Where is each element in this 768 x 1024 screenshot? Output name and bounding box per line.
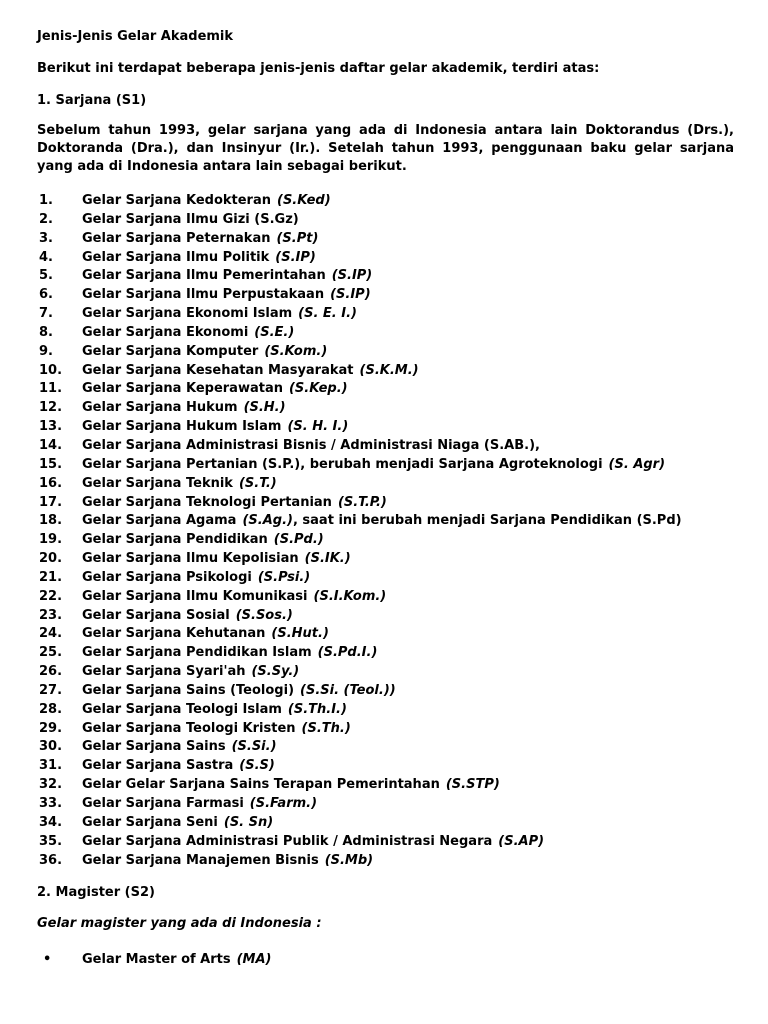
list-item-number: 6. <box>39 287 53 303</box>
list-item-text: Gelar Sarjana Ilmu Gizi (S.Gz) <box>82 211 299 227</box>
section-paragraph-sarjana: Sebelum tahun 1993, gelar sarjana yang ada di Indonesia antara lain Doktorandus (Drs.), Doktoranda (Dra.), dan Insinyur (Ir.). Setelah tahun 1993, penggunaan baku gelar sarjana yang ada di Indonesia antara lain sebagai berikut. <box>37 123 734 174</box>
list-item-abbreviation: (S.Hut.) <box>271 626 329 642</box>
list-item-abbreviation: (S.Psi.) <box>257 569 311 585</box>
list-item-abbreviation: (S.IP) <box>330 287 371 303</box>
list-item-abbreviation: (S.Th.) <box>301 720 351 736</box>
list-item <box>37 324 734 343</box>
list-item-number: 12. <box>39 400 63 416</box>
list-item-tail: , saat ini berubah menjadi Sarjana Pendidikan (S.Pd) <box>292 513 682 529</box>
list-item <box>37 437 734 456</box>
list-item <box>37 757 734 776</box>
list-item-text: Gelar Sarjana Teologi Kristen <box>82 720 296 736</box>
list-item-text: Gelar Sarjana Sains <box>82 739 226 755</box>
list-item <box>37 776 734 795</box>
list-item <box>37 475 734 494</box>
list-item-abbreviation: (S.Farm.) <box>249 796 318 811</box>
list-item-text: Gelar Sarjana Administrasi Bisnis / Administrasi Niaga (S.AB.), <box>82 437 540 453</box>
list-item-text: Gelar Sarjana Ekonomi <box>82 324 249 340</box>
list-item-abbreviation: (S.AP) <box>498 833 545 849</box>
list-item-text: Gelar Sarjana Seni <box>82 814 218 830</box>
list-item <box>37 211 734 230</box>
list-item-text: Gelar Sarjana Keperawatan <box>82 381 283 397</box>
list-item <box>37 380 734 399</box>
list-item-abbreviation: (S.Kom.) <box>264 343 328 359</box>
list-item-abbreviation: (S.Sos.) <box>235 607 293 623</box>
list-item-text: Gelar Sarjana Ilmu Pemerintahan <box>82 268 326 284</box>
list-item-abbreviation: (S.IP) <box>331 268 373 284</box>
list-item-abbreviation: (S. H. I.) <box>287 419 349 435</box>
list-item-number: 20. <box>39 551 63 567</box>
list-item-text: Gelar Sarjana Manajemen Bisnis <box>82 852 319 868</box>
bullet-dot-icon: • <box>43 952 52 968</box>
list-item-abbreviation: (S. Sn) <box>223 814 274 830</box>
list-item <box>37 494 734 513</box>
list-item-abbreviation: (S.Pd.I.) <box>317 645 378 661</box>
list-item-abbreviation: (S.I.Kom.) <box>313 588 387 604</box>
list-item-number: 8. <box>39 324 53 340</box>
list-item-text: Gelar Gelar Sarjana Sains Terapan Pemerintahan <box>82 777 440 793</box>
list-item-text: Gelar Sarjana Ilmu Politik <box>82 249 270 265</box>
list-item-text: Gelar Sarjana Sains (Teologi) <box>82 682 295 698</box>
list-item-number: 31. <box>39 758 63 774</box>
list-item-abbreviation: (S.Pd.) <box>273 532 324 548</box>
list-item-number: 32. <box>39 777 63 793</box>
list-item-text: Gelar Sarjana Psikologi <box>82 569 252 585</box>
list-item-text: Gelar Sarjana Hukum Islam <box>82 419 282 435</box>
section-subheading-magister: Gelar magister yang ada di Indonesia : <box>37 916 322 932</box>
list-item-text: Gelar Sarjana Hukum <box>82 400 238 416</box>
list-item <box>37 512 734 531</box>
list-item <box>37 701 734 720</box>
list-item-number: 34. <box>39 814 63 830</box>
list-item-abbreviation: (S.Si.) <box>231 739 277 755</box>
list-item-text: Gelar Sarjana Syari'ah <box>82 664 246 680</box>
list-item-number: 7. <box>39 306 53 322</box>
list-item-number: 25. <box>39 645 63 661</box>
list-item-abbreviation: (S.H.) <box>243 400 286 416</box>
list-item-number: 5. <box>39 268 53 284</box>
list-item-number: 10. <box>39 362 63 378</box>
list-item-abbreviation: (S.Ag.) <box>242 513 293 529</box>
list-item-abbreviation: (S.T.P.) <box>337 494 387 510</box>
list-item-text: Gelar Sarjana Kesehatan Masyarakat <box>82 362 354 378</box>
list-item-abbreviation: (S. Agr) <box>608 456 666 472</box>
list-item <box>37 607 734 626</box>
list-item-abbreviation: (S.E.) <box>254 324 295 340</box>
list-item <box>37 399 734 418</box>
list-item-text: Gelar Sarjana Ilmu Komunikasi <box>82 588 308 604</box>
list-item-abbreviation: (S.T.) <box>238 475 277 491</box>
list-item <box>37 814 734 833</box>
list-item-text: Gelar Sarjana Ekonomi Islam <box>82 306 293 322</box>
list-item-number: 29. <box>39 720 63 736</box>
list-item-text: Gelar Sarjana Sosial <box>82 607 230 623</box>
list-item-number: 28. <box>39 701 63 717</box>
list-item <box>37 418 734 437</box>
list-item <box>37 625 734 644</box>
list-item <box>37 738 734 757</box>
list-item-number: 24. <box>39 626 63 642</box>
list-item <box>37 286 734 305</box>
list-item-text: Gelar Sarjana Pendidikan <box>82 532 268 548</box>
list-item-number: 15. <box>39 456 63 472</box>
list-item-number: 3. <box>39 230 53 246</box>
list-item-text: Gelar Sarjana Agama <box>82 513 237 529</box>
list-item-number: 17. <box>39 494 63 510</box>
list-item-abbreviation: (S.K.M.) <box>359 362 419 378</box>
list-item-abbreviation: (S.Sy.) <box>251 664 300 680</box>
list-item <box>37 663 734 682</box>
list-item <box>37 267 734 286</box>
list-item-abbreviation: (S.Th.I.) <box>287 701 347 717</box>
list-item-number: 36. <box>39 852 63 868</box>
section-heading-magister: 2. Magister (S2) <box>37 885 155 901</box>
list-item-text: Gelar Sarjana Ilmu Kepolisian <box>82 551 299 567</box>
list-item-number: 9. <box>39 343 53 359</box>
list-item-abbreviation: (S.Mb) <box>324 852 374 868</box>
list-item-abbreviation: (S.IP) <box>275 249 316 265</box>
list-item <box>37 362 734 381</box>
list-item-number: 2. <box>39 211 53 227</box>
list-item-text: Gelar Sarjana Administrasi Publik / Administrasi Negara <box>82 833 493 849</box>
list-item <box>37 249 734 268</box>
list-item-number: 1. <box>39 193 53 208</box>
list-item <box>37 343 734 362</box>
intro-text: Berikut ini terdapat beberapa jenis-jenis daftar gelar akademik, terdiri atas: <box>37 61 600 76</box>
list-item <box>37 531 734 550</box>
bullet-item-abbreviation: (MA) <box>236 952 272 968</box>
list-item-number: 27. <box>39 682 63 698</box>
list-item-number: 4. <box>39 249 53 265</box>
sarjana-degree-list <box>37 192 734 870</box>
list-item-text: Gelar Sarjana Kedokteran <box>82 193 271 208</box>
list-item-number: 13. <box>39 419 63 435</box>
list-item-number: 16. <box>39 475 63 491</box>
list-item-number: 33. <box>39 796 63 811</box>
list-item-text: Gelar Sarjana Sastra <box>82 758 234 774</box>
list-item <box>37 852 734 871</box>
list-item-number: 18. <box>39 513 63 529</box>
bullet-item-text: Gelar Master of Arts <box>82 952 231 968</box>
list-item-number: 23. <box>39 607 63 623</box>
list-item-abbreviation: (S.Kep.) <box>288 381 348 397</box>
list-item <box>37 550 734 569</box>
list-item <box>37 569 734 588</box>
list-item <box>37 192 734 211</box>
list-item <box>37 682 734 701</box>
list-item-text: Gelar Sarjana Ilmu Perpustakaan <box>82 287 325 303</box>
list-item-abbreviation: (S.Si. (Teol.)) <box>300 682 396 698</box>
list-item-text: Gelar Sarjana Farmasi <box>82 796 244 811</box>
list-item-text: Gelar Sarjana Pendidikan Islam <box>82 645 312 661</box>
list-item-number: 26. <box>39 664 63 680</box>
list-item-text: Gelar Sarjana Peternakan <box>82 230 271 246</box>
list-item <box>37 588 734 607</box>
section-heading-sarjana: 1. Sarjana (S1) <box>37 93 147 108</box>
list-item-text: Gelar Sarjana Teknologi Pertanian <box>82 494 332 510</box>
list-item-abbreviation: (S. E. I.) <box>298 306 357 322</box>
list-item <box>37 795 734 814</box>
list-item <box>37 833 734 852</box>
list-item-abbreviation: (S.STP) <box>445 777 500 793</box>
list-item-text: Gelar Sarjana Pertanian (S.P.), berubah menjadi Sarjana Agroteknologi <box>82 456 603 472</box>
list-item-number: 30. <box>39 739 63 755</box>
document-title: Jenis-Jenis Gelar Akademik <box>37 29 234 44</box>
list-item-abbreviation: (S.S) <box>239 758 275 774</box>
list-item-number: 35. <box>39 833 63 849</box>
list-item-number: 19. <box>39 532 63 548</box>
list-item-number: 14. <box>39 437 63 453</box>
list-item-number: 22. <box>39 588 63 604</box>
list-item-abbreviation: (S.Pt) <box>276 230 319 246</box>
list-item-abbreviation: (S.Ked) <box>277 193 331 208</box>
list-item-text: Gelar Sarjana Teologi Islam <box>82 701 282 717</box>
list-item-text: Gelar Sarjana Teknik <box>82 475 233 491</box>
magister-degree-list <box>37 951 734 969</box>
list-item <box>37 305 734 324</box>
list-item <box>37 230 734 249</box>
list-item <box>37 644 734 663</box>
list-item-number: 11. <box>39 381 63 397</box>
list-item <box>37 720 734 739</box>
list-item-text: Gelar Sarjana Komputer <box>82 343 259 359</box>
bullet-item <box>37 951 734 969</box>
list-item-text: Gelar Sarjana Kehutanan <box>82 626 266 642</box>
list-item <box>37 456 734 475</box>
list-item-number: 21. <box>39 569 63 585</box>
list-item-abbreviation: (S.IK.) <box>304 551 351 567</box>
